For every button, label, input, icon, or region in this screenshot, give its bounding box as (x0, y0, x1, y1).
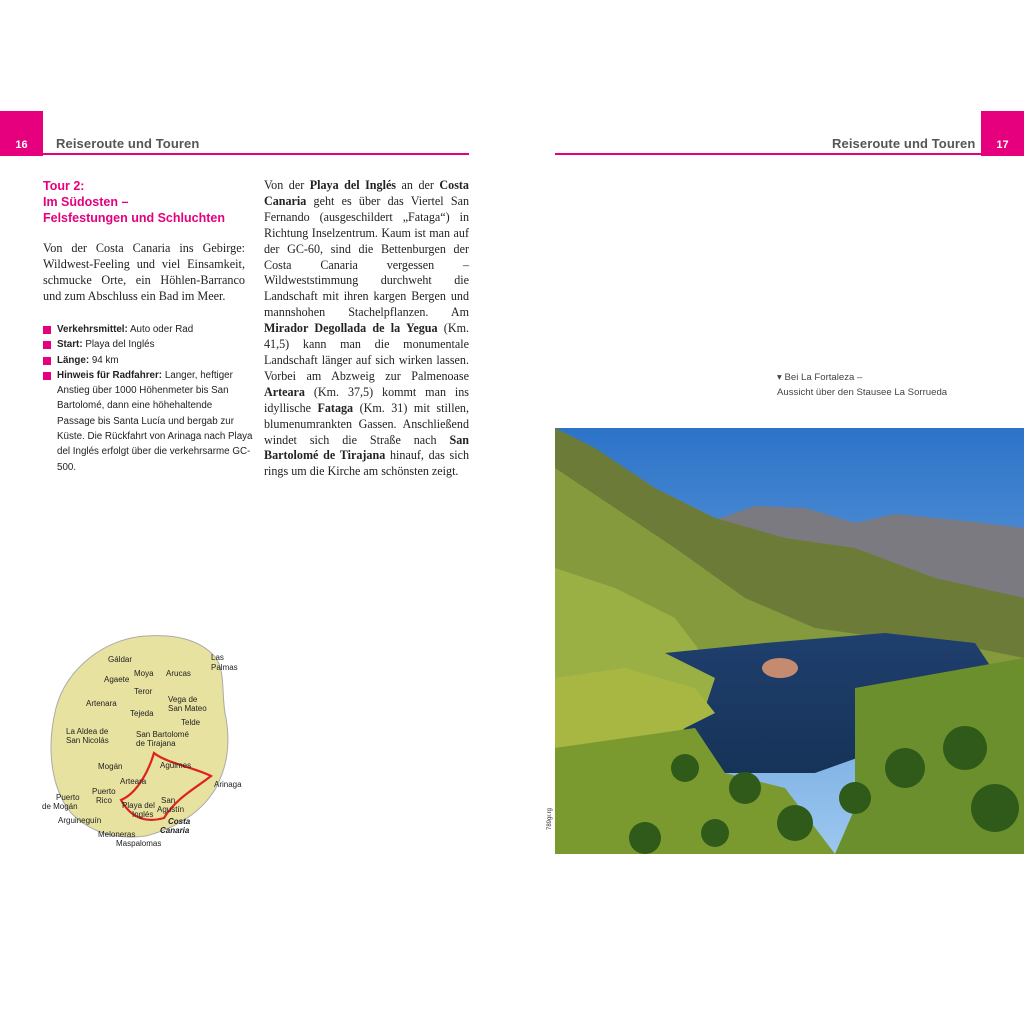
tour-region: Im Südosten – (43, 195, 129, 209)
tour-intro: Von der Costa Canaria ins Gebirge: Wildwest-Feeling und viel Einsamkeit, schmucke Orte, ein Höhlen-Barranco und zum Abschluss ein Bad im Meer. (43, 241, 245, 303)
svg-text:Costa: Costa (168, 817, 191, 826)
svg-text:Rico: Rico (96, 796, 113, 805)
svg-text:Artenara: Artenara (86, 699, 117, 708)
svg-text:Palmas: Palmas (211, 663, 238, 672)
svg-text:Telde: Telde (181, 718, 201, 727)
svg-text:Arucas: Arucas (166, 669, 191, 678)
svg-text:Maspalomas: Maspalomas (116, 839, 162, 848)
island-map (36, 618, 256, 850)
svg-text:Arinaga: Arinaga (214, 780, 242, 789)
svg-text:Mogán: Mogán (98, 762, 123, 771)
svg-text:Vega de: Vega de (168, 695, 198, 704)
svg-text:Puerto: Puerto (92, 787, 116, 796)
svg-text:Agustín: Agustín (157, 805, 185, 814)
svg-text:Teror: Teror (134, 687, 153, 696)
svg-text:de Tirajana: de Tirajana (136, 739, 176, 748)
photo-la-sorrueda (555, 428, 1024, 854)
running-head-left: Reiseroute und Touren (56, 136, 200, 151)
svg-text:Agüimes: Agüimes (160, 761, 192, 770)
svg-text:Puerto: Puerto (56, 793, 80, 802)
tour-number: Tour 2: (43, 179, 85, 193)
caption-arrow-icon: ▾ (777, 372, 782, 383)
svg-text:Canaria: Canaria (160, 826, 190, 835)
svg-text:Inglés: Inglés (132, 810, 154, 819)
svg-text:San Bartolomé: San Bartolomé (136, 730, 189, 739)
svg-text:Arteara: Arteara (120, 777, 147, 786)
running-head-right: Reiseroute und Touren (832, 136, 976, 151)
svg-text:Gáldar: Gáldar (108, 655, 133, 664)
tour-facts (43, 322, 253, 475)
tour-title (43, 178, 243, 226)
fact-cyclist-note: Hinweis für Radfahrer: Langer, heftiger Anstieg über 1000 Höhenmeter bis San Bartolomé, dann eine höhehaltende Passage bis Santa Lucía und bergab zur Küste. Die Rückfahrt von Arinaga nach Playa del Inglés erfolgt über die verkehrsarme GC-500. (43, 368, 253, 475)
fact-start: Start: Playa del Inglés (43, 337, 253, 352)
svg-text:Playa del: Playa del (122, 801, 155, 810)
fact-transport: Verkehrsmittel: Auto oder Rad (43, 322, 253, 337)
svg-text:La Aldea de: La Aldea de (66, 727, 109, 736)
svg-text:Moya: Moya (134, 669, 154, 678)
photo-credit: 789gr.rg (547, 807, 553, 830)
svg-text:Agaete: Agaete (104, 675, 130, 684)
page-number-right: 17 (981, 111, 1024, 156)
page-number-left: 16 (0, 111, 43, 156)
svg-text:San Nicolás: San Nicolás (66, 736, 109, 745)
svg-text:Las: Las (211, 653, 224, 662)
header-rule-left (43, 153, 469, 155)
svg-text:Tejeda: Tejeda (130, 709, 154, 718)
svg-text:San: San (161, 796, 176, 805)
svg-text:San Mateo: San Mateo (168, 704, 207, 713)
header-rule-right (555, 153, 981, 155)
svg-text:Meloneras: Meloneras (98, 830, 136, 839)
tour-subtitle: Felsfestungen und Schluchten (43, 211, 225, 225)
photo-caption: ▾ Bei La Fortaleza – Aussicht über den Stausee La Sorrueda (777, 372, 948, 398)
svg-text:Arguineguín: Arguineguín (58, 816, 102, 825)
body-column-1: Von der Playa del Inglés an der Costa Canaria geht es über das Viertel San Fernando (ausgeschildert „Fataga“) in Richtung Inselzentrum. Kaum ist man auf der GC-60, sind die Bettenburgen der Costa Canaria vergessen – Wildweststimmung durchweht die Landschaft mit ihren kargen Bergen und mannshohen Stachelpflanzen. Am Mirador Degollada de la Yegua (Km. 41,5) kann man die monumentale Landschaft länger auf sich wirken lassen. Vorbei am Abzweig zur Palmenoase Arteara (Km. 37,5) kommt man ins idyllische Fataga (Km. 31) mit stillen, blumenumrankten Gassen. Anschließend windet sich die Straße nach San Bartolomé de Tirajana hinauf, das sich rings um die Kirche am schönsten zeigt. (264, 178, 470, 479)
fact-length: Länge: 94 km (43, 353, 253, 368)
svg-text:de Mogán: de Mogán (42, 802, 78, 811)
